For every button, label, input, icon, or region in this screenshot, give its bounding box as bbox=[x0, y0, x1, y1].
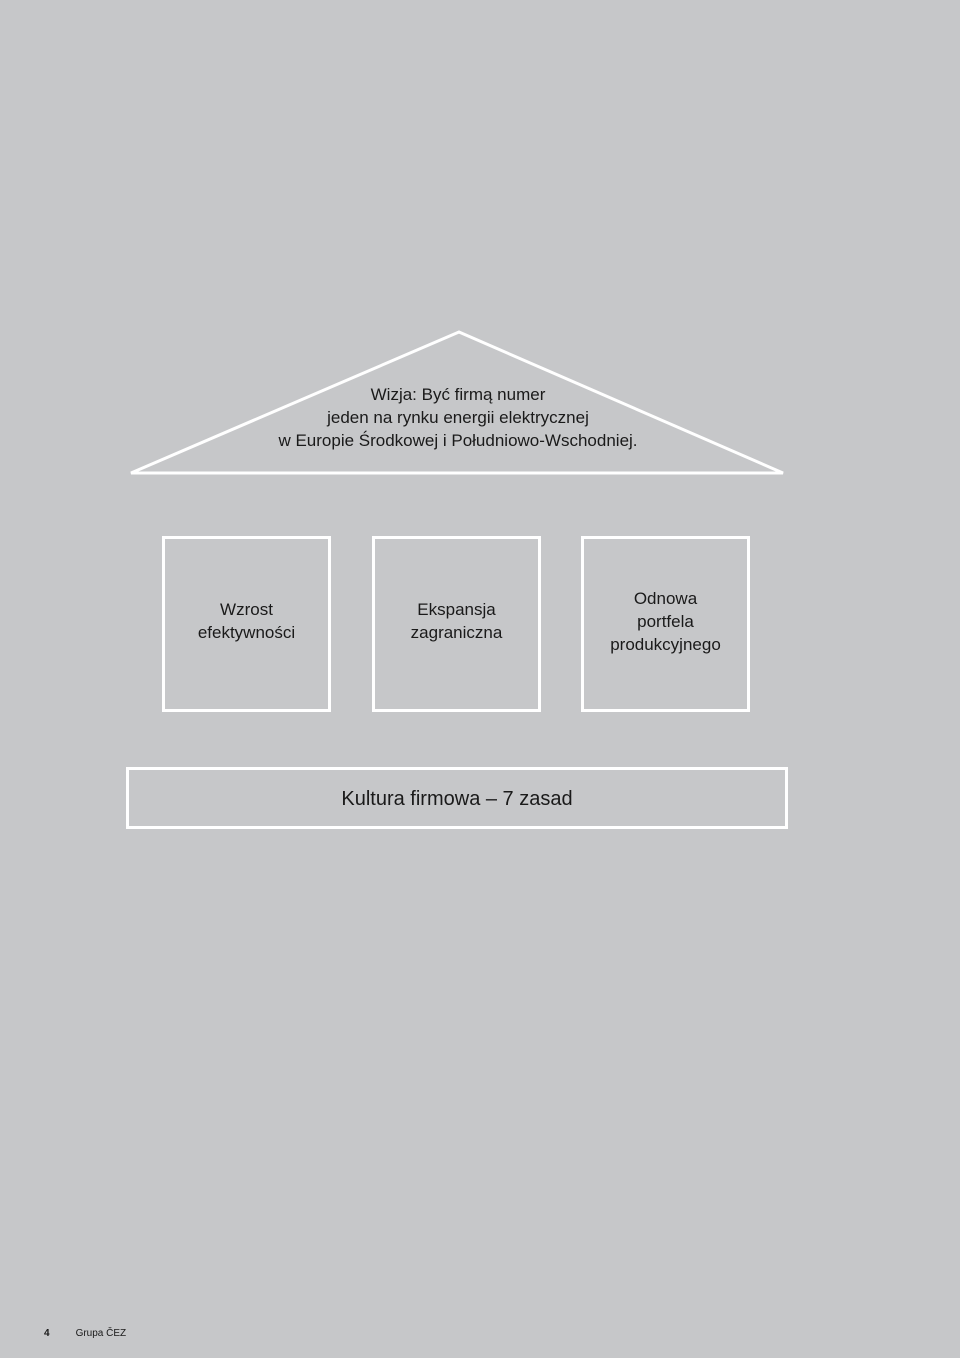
foundation-corporate-culture bbox=[126, 767, 788, 829]
vision-line-1: Wizja: Być firmą numer bbox=[370, 385, 546, 404]
foundation-label: Kultura firmowa – 7 zasad bbox=[341, 787, 573, 810]
page-number: 4 bbox=[44, 1328, 50, 1339]
pillar-1-line-2: efektywności bbox=[197, 623, 296, 642]
pillar-foreign-expansion bbox=[372, 536, 541, 712]
vision-line-3: w Europie Środkowej i Południowo-Wschodniej. bbox=[278, 431, 638, 450]
pillar-2-line-1: Ekspansja bbox=[417, 600, 496, 619]
pillar-3-line-1: Odnowa bbox=[633, 588, 698, 608]
vision-statement bbox=[218, 383, 698, 452]
publisher-name: Grupa ČEZ bbox=[75, 1328, 127, 1339]
pillar-3-line-3: produkcyjnego bbox=[610, 634, 721, 654]
page-footer bbox=[44, 1328, 126, 1339]
pillar-2-line-2: zagraniczna bbox=[410, 623, 503, 642]
pillar-portfolio-renewal bbox=[581, 536, 750, 712]
pillar-3-line-2: portfela bbox=[637, 611, 694, 631]
pillar-1-line-1: Wzrost bbox=[220, 600, 273, 619]
vision-line-2: jeden na rynku energii elektrycznej bbox=[327, 408, 589, 427]
pillar-efficiency-growth bbox=[162, 536, 331, 712]
